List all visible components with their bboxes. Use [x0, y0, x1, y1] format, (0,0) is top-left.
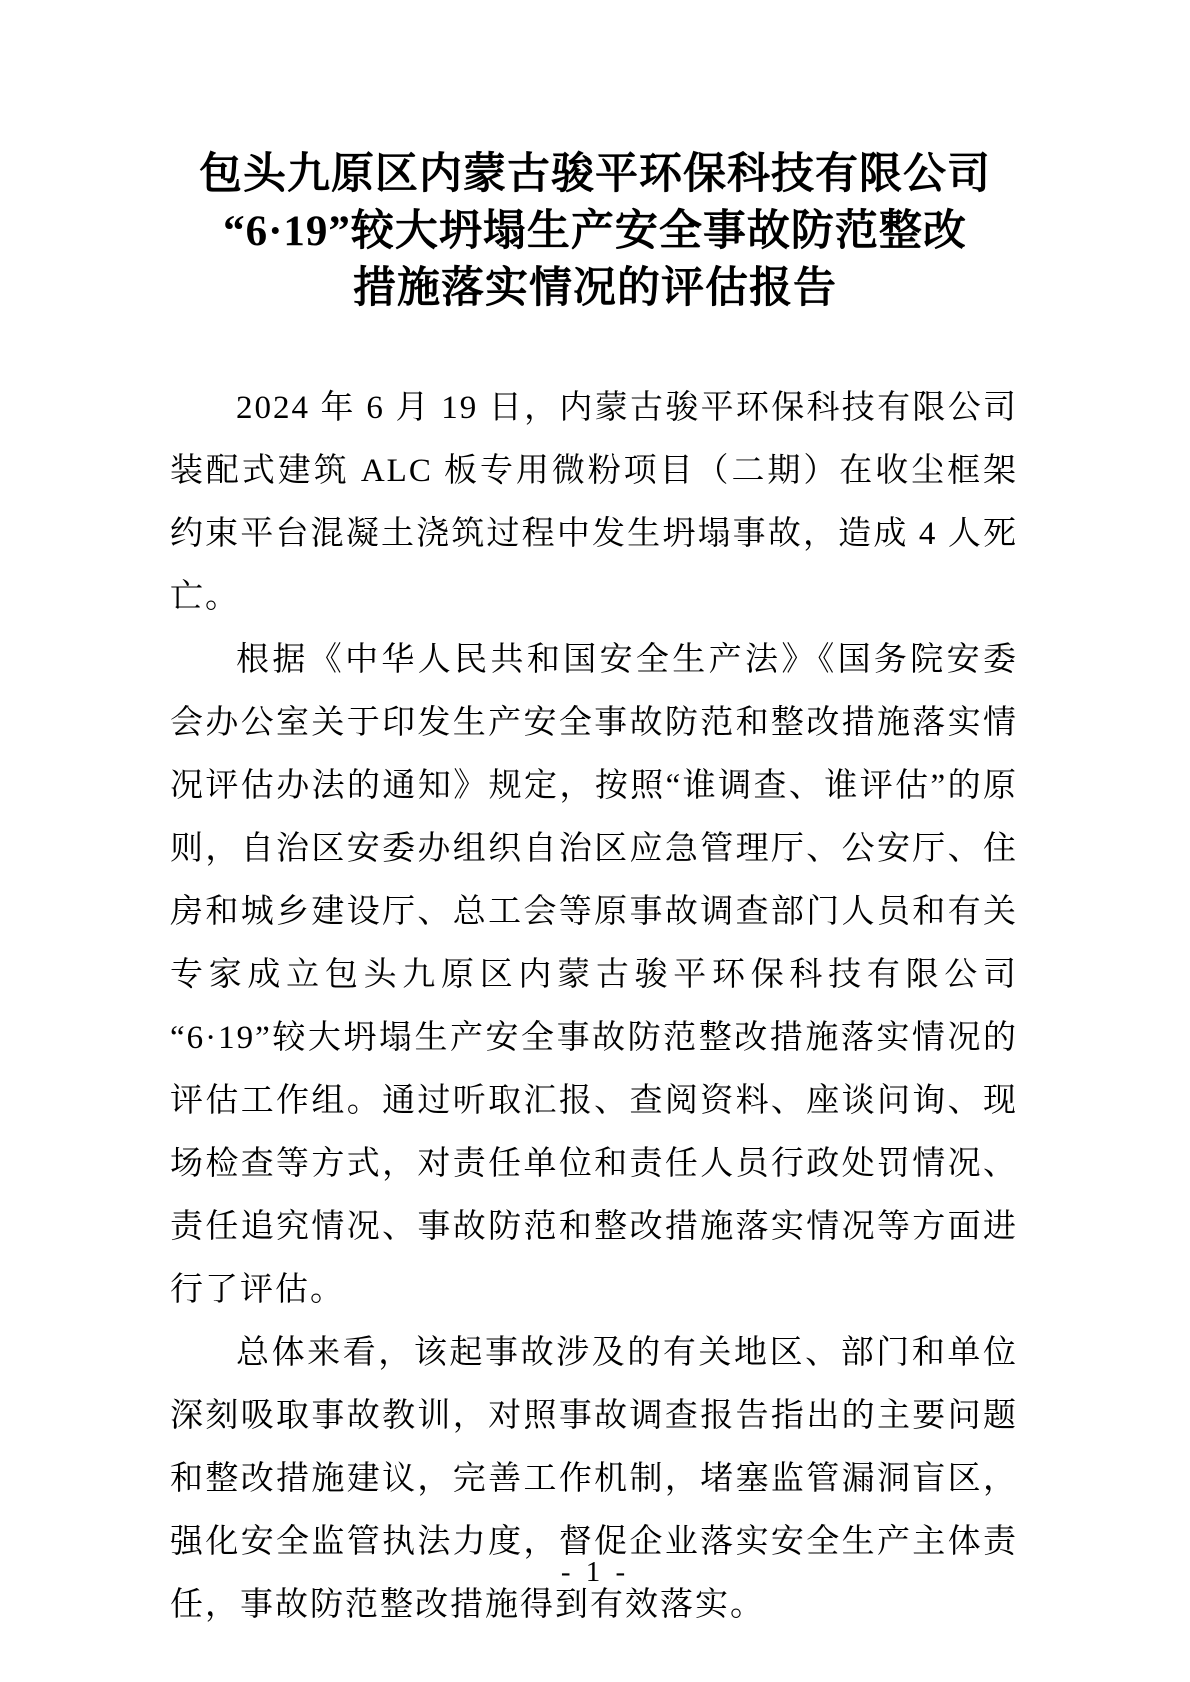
page-number: - 1 -: [560, 1556, 630, 1588]
title-line-3: 措施落实情况的评估报告: [353, 265, 837, 312]
paragraph-evaluation-basis: 根据《中华人民共和国安全生产法》《国务院安委会办公室关于印发生产安全事故防范和整改措施落实情况评估办法的通知》规定，按照“谁调查、谁评估”的原则，自治区安委办组织自治区应急管理厅、公安厅、住房和城乡建设厅、总工会等原事故调查部门人员和有关专家成立包头九原区内蒙古骏平环保科技有限公司“6·19”较大坍塌生产安全事故防范整改措施落实情况的评估工作组。通过听取汇报、查阅资料、座谈问询、现场检查等方式，对责任单位和责任人员行政处罚情况、责任追究情况、事故防范和整改措施落实情况等方面进行了评估。: [170, 642, 1018, 1308]
document-body: [170, 377, 1018, 1637]
title-line-2: “6·19”较大坍塌生产安全事故防范整改: [223, 208, 967, 255]
paragraph-incident-summary: 2024 年 6 月 19 日，内蒙古骏平环保科技有限公司装配式建筑 ALC 板专用微粉项目（二期）在收尘框架约束平台混凝土浇筑过程中发生坍塌事故，造成 4 人死亡。: [170, 390, 1018, 615]
paragraph-overall-assessment: 总体来看，该起事故涉及的有关地区、部门和单位深刻吸取事故教训，对照事故调查报告指出的主要问题和整改措施建议，完善工作机制，堵塞监管漏洞盲区，强化安全监管执法力度，督促企业落实安全生产主体责任，事故防范整改措施得到有效落实。: [170, 1335, 1018, 1623]
document-title: [80, 146, 1110, 317]
title-line-1: 包头九原区内蒙古骏平环保科技有限公司: [199, 151, 991, 198]
